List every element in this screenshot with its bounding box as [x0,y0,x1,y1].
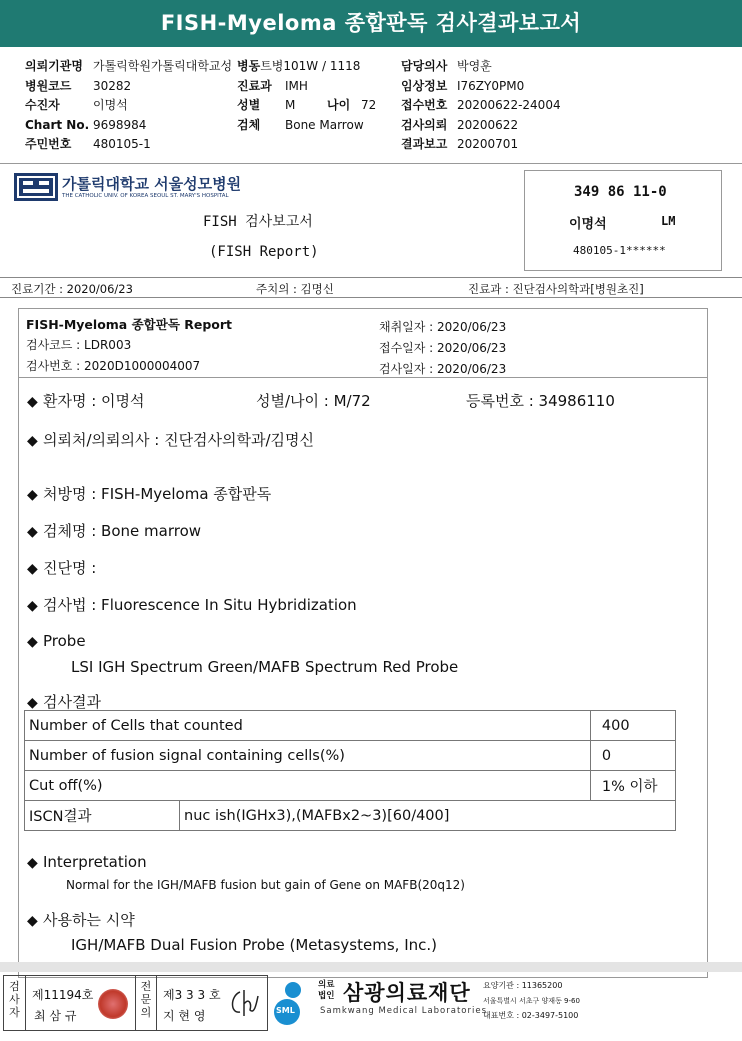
table-row [25,771,676,801]
iscn-label-cell: ISCN결과 [25,801,180,831]
reagent-value: IGH/MAFB Dual Fusion Probe (Metasystems, Inc.) [71,936,437,954]
table-row [25,711,676,741]
patient-value: 이명석 [93,98,128,112]
hospital-name-label: 의뢰기관명 [25,59,83,73]
signature-icon [226,986,260,1020]
sex-label: 성별 [237,98,261,112]
dept-value: IMH [285,78,308,93]
interpretation-value: Normal for the IGH/MAFB fusion but gain of Gene on MAFB(20q12) [66,878,465,892]
hospital-name: 가톨릭대학교 서울성모병원 [62,175,242,193]
ward-label: 병동 [237,59,261,73]
sml-logo [271,978,311,1026]
test-date: 검사일자 : 2020/06/23 [379,362,507,376]
patient-id-box [524,170,722,271]
hospital-code-label: 병원코드 [25,78,72,93]
receive-date: 접수일자 : 2020/06/23 [379,341,507,355]
interpretation-label: Interpretation [43,853,147,871]
section-specimen [27,520,201,541]
method-text: 검사법 : Fluorescence In Situ Hybridization [43,596,357,614]
prescription-text: 처방명 : FISH-Myeloma 종합판독 [43,485,272,503]
fish-report-subtitle: (FISH Report) [209,244,319,260]
sml-logo-icon [271,978,311,1026]
specialist-label: 전문의 [135,976,157,1030]
specialist-name: 지 현 영 [163,1009,206,1023]
request-date-label: 검사의뢰 [401,117,448,132]
patient-label: 수진자 [25,98,60,112]
chart-no-label: Chart No. [25,117,90,132]
hospital-code-value: 30282 [93,78,132,93]
visit-bar-top [0,277,742,278]
report-date-value: 20200701 [457,137,519,151]
tester-seal [98,989,128,1019]
result-label-cell: Cut off(%) [25,771,591,801]
ward-value: 트병101W / 1118 [260,59,361,73]
header-info [0,50,742,162]
iscn-value-cell: nuc ish(IGHx3),(MAFBx2~3)[60/400] [180,801,676,831]
probe-label: Probe [43,632,86,650]
doctor-value: 박영훈 [457,59,492,73]
id-resident: 480105-1****** [573,244,666,257]
org-license: 요양기관 : 11365200 [483,981,563,990]
header-col3 [401,55,561,153]
org-name: 삼광의료재단 [343,981,471,1005]
visit-doctor: 주치의 : 김명신 [256,282,334,296]
result-label-cell: Number of Cells that counted [25,711,591,741]
resident-no-label: 주민번호 [25,137,72,151]
visit-dept: 진료과 : 진단검사의학과[병원초진] [468,282,644,296]
report-title: FISH-Myeloma 종합판독 검사결과보고서 [0,0,742,47]
clinical-info-label: 임상정보 [401,78,448,93]
diamond-icon: ◆ [27,524,38,540]
org-small: 의료법인 [318,980,335,1001]
result-value-cell: 0 [590,741,675,771]
clinical-info-value: I76ZY0PM0 [457,78,525,93]
diagnosis-text: 진단명 : [43,559,97,577]
sml-logo-text: SML [276,1006,295,1015]
table-row [25,801,676,831]
collect-date: 채취일자 : 2020/06/23 [379,320,507,334]
fish-report-title: FISH 검사보고서 [203,214,313,230]
diamond-icon: ◆ [27,913,38,929]
diamond-icon: ◆ [27,561,38,577]
test-number: 검사번호 : 2020D1000004007 [26,359,201,373]
section-interpretation [27,853,147,871]
hospital-name-en: THE CATHOLIC UNIV. OF KOREA SEOUL ST. MARY'S HOSPITAL [62,193,229,199]
diamond-icon: ◆ [27,695,38,711]
section-requester [27,429,314,450]
chart-no-value: 9698984 [93,117,147,132]
report-name: FISH-Myeloma 종합판독 Report [26,317,233,332]
id-name: 이명석 [569,217,607,232]
org-phone: 대표번호 : 02-3497-5100 [483,1011,579,1020]
diamond-icon: ◆ [27,394,38,410]
visit-date: 진료기간 : 2020/06/23 [11,282,133,296]
test-code: 검사코드 : LDR003 [26,338,132,352]
diamond-icon: ◆ [27,634,38,650]
result-label-cell: Number of fusion signal containing cells(%) [25,741,591,771]
org-address: 서울특별시 서초구 양재동 9-60 [483,997,580,1005]
section-method [27,594,357,615]
section-diagnosis [27,557,96,578]
visit-bar-bottom [0,297,742,298]
hospital-logo-icon [14,173,58,201]
report-date-label: 결과보고 [401,137,448,151]
reagent-label: 사용하는 시약 [43,911,135,929]
requester-text: 의뢰처/의뢰의사 : 진단검사의학과/김명신 [43,431,315,449]
id-code: LM [661,214,676,228]
resident-no-value: 480105-1 [93,137,151,151]
doctor-label: 담당의사 [401,59,448,73]
header-divider [0,163,742,164]
tester-label: 검사자 [4,976,26,1030]
sex-value: M [285,98,296,112]
specimen-label: 검체 [237,117,261,132]
tester-no: 제11194호 [32,988,94,1002]
diamond-icon: ◆ [27,433,38,449]
specimen-text: 검체명 : Bone marrow [43,522,202,540]
page-break-band [0,962,742,972]
org-name-en: Samkwang Medical Laboratories [320,1006,488,1016]
receipt-no-label: 접수번호 [401,98,448,112]
report-divider [19,377,707,378]
diamond-icon: ◆ [27,855,38,871]
table-row [25,741,676,771]
receipt-no-value: 20200622-24004 [457,98,561,112]
diamond-icon: ◆ [27,598,38,614]
hospital-name-value: 가톨릭학원가톨릭대학교성 [93,59,233,73]
section-reg-no: 등록번호 : 34986110 [466,392,615,410]
probe-value: LSI IGH Spectrum Green/MAFB Spectrum Red Probe [71,658,459,676]
result-value-cell: 400 [590,711,675,741]
request-date-value: 20200622 [457,117,519,132]
diamond-icon: ◆ [27,487,38,503]
header-col2 [237,55,376,133]
patient-name-text: 환자명 : 이명석 [43,392,145,410]
hospital-logo [14,173,58,201]
age-label: 나이 [327,98,351,112]
result-label: 검사결과 [43,693,101,711]
section-sex-age: 성별/나이 : M/72 [256,392,371,410]
specialist-no: 제3 3 3 호 [163,988,221,1002]
signature-box [3,975,268,1031]
age-value: 72 [361,98,377,112]
section-reagent [27,909,135,930]
specimen-value: Bone Marrow [285,117,364,132]
result-value-cell: 1% 이하 [590,771,675,801]
section-patient-name [27,390,145,411]
id-number: 349 86 11-0 [574,184,667,200]
results-table [24,710,676,831]
dept-label: 진료과 [237,78,272,93]
section-prescription [27,483,271,504]
tester-name: 최 삼 규 [34,1009,77,1023]
section-probe [27,632,86,650]
header-col1 [25,55,232,153]
section-result [27,691,101,712]
